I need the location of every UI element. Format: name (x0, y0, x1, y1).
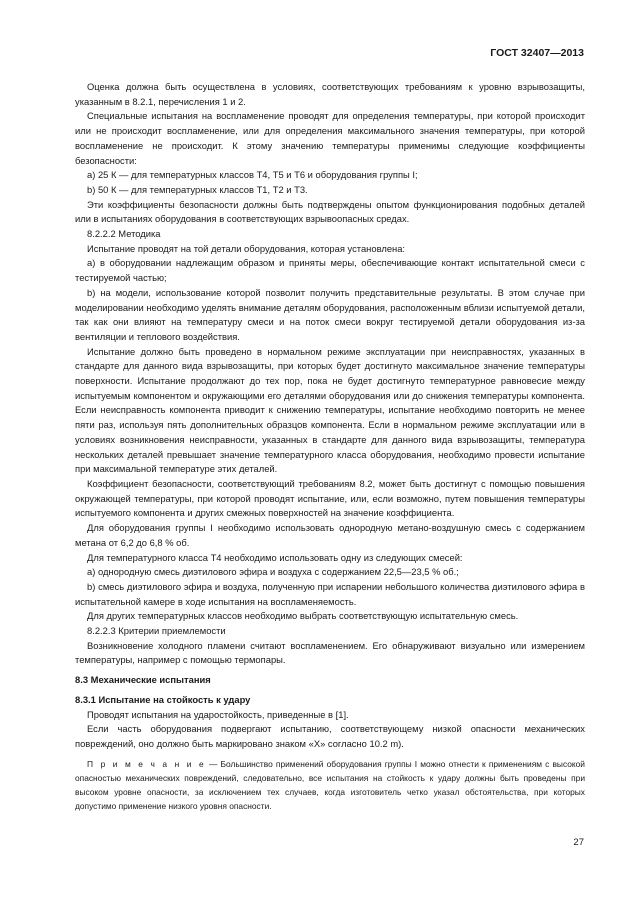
paragraph: Если часть оборудования подвергают испытанию, соответствующему низкой опасности механических повреждений, оно должно быть маркировано знаком «Х» согласно 10.2 m). (75, 723, 585, 749)
paragraph: Коэффициент безопасности, соответствующий требованиям 8.2, может быть достигнут с помощью повышения окружающей температуры, при которой проводят испытание, или, если возможно, путем повышения температуры испытуемого компонента и других смежных поверхностей на значение коэффициента. (75, 477, 585, 519)
paragraph: 8.2.2.2 Методика (87, 228, 161, 240)
note (75, 757, 585, 814)
paragraph: Проводят испытания на ударостойкость, приведенные в [1]. (87, 708, 349, 720)
paragraph: а) 25 К — для температурных классов Т4, Т5 и Т6 и оборудования группы I; (87, 169, 418, 181)
paragraph: b) смесь диэтилового эфира и воздуха, полученную при испарении небольшого количества диэтилового эфира в испытательной камере в ходе испытания на воспламеняемость. (75, 580, 585, 607)
paragraph: Возникновение холодного пламени считают воспламенением. Его обнаруживают визуально или измерением температуры, например с помощью термопары. (75, 639, 585, 666)
paragraph: а) однородную смесь диэтилового эфира и воздуха с содержанием 22,5—23,5 % об.; (87, 566, 459, 578)
paragraph: Эти коэффициенты безопасности должны быть подтверждены опытом функционирования подобных деталей или в испытаниях оборудования в соответствующих взрывоопасных средах. (75, 198, 585, 225)
paragraph: Для других температурных классов необходимо выбрать соответствующую испытательную смесь. (87, 610, 519, 622)
paragraph: а) в оборудовании надлежащим образом и приняты меры, обеспечивающие контакт испытательной смеси с тестируемой частью; (75, 257, 585, 284)
standard-header: ГОСТ 32407—2013 (490, 47, 584, 59)
paragraph: Испытание должно быть проведено в нормальном режиме эксплуатации при неисправностях, указанных в стандарте для данного вида взрывозащиты, при которых будет достигнуто максимальное значение температуры поверхности. Испытание продолжают до тех пор, пока не будет достигнуто температурное равновесие между испытуемым компонентом и окружающими его деталями оборудования или до снижения температуры компонента. Если неисправность компонента приводит к снижению температуры, испытание необходимо повторить не менее пяти раз, используя пять дополнительных образцов компонента. Если в нормальном режиме эксплуатации или в условиях возникновения неисправности, указанных в стандарте для данного вида взрывозащиты, температура нескольких деталей превышает значение температурного класса оборудования, необходимо провести испытание при максимальной температуре этих деталей. (75, 345, 585, 475)
paragraph: b) 50 К — для температурных классов Т1, Т2 и Т3. (87, 183, 308, 195)
paragraph: 8.2.2.3 Критерии приемлемости (87, 625, 226, 637)
subsection-heading: 8.3.1 Испытание на стойкость к удару (75, 693, 251, 705)
note-text: — Большинство применений оборудования группы I можно отнести к применениям с высокой опасностью механических повреждений, следовательно, все испытания на стойкость к удару должны быть проведены при высоком уровне опасности, за исключением тех случаев, когда изготовитель четко указал обстоятельства, при которых допустимо применение низкого уровня опасности. (75, 758, 585, 812)
paragraph: Для температурного класса Т4 необходимо использовать одну из следующих смесей: (87, 551, 463, 563)
paragraph: Оценка должна быть осуществлена в условиях, соответствующих требованиям к уровню взрывозащиты, указанным в 8.2.1, перечисления 1 и 2. (75, 81, 585, 107)
paragraph: Для оборудования группы I необходимо использовать однородную метано-воздушную смесь с содержанием метана от 6,2 до 6,8 % об. (75, 522, 585, 548)
document-body (75, 80, 585, 813)
paragraph: Испытание проводят на той детали оборудования, которая установлена: (87, 242, 406, 254)
page-number: 27 (573, 837, 584, 848)
note-label: П р и м е ч а н и е (87, 758, 206, 769)
paragraph: b) на модели, использование которой позволит получить представительные результаты. В этом случае при моделировании необходимо уделять внимание деталям оборудования, расположенным вблизи испытуемой детали, так как они влияют на температуру смеси и на поток смеси вокруг тестируемой детали оборудования из-за вентиляции и теплового воздействия. (75, 286, 585, 342)
section-heading: 8.3 Механические испытания (75, 674, 211, 686)
paragraph: Специальные испытания на воспламенение проводят для определения температуры, при которой происходит или не происходит воспламенение, или для определения максимального значения температуры, при которой воспламенение не происходит. К этому значению температуры применимы следующие коэффициенты безопасности: (75, 110, 585, 166)
